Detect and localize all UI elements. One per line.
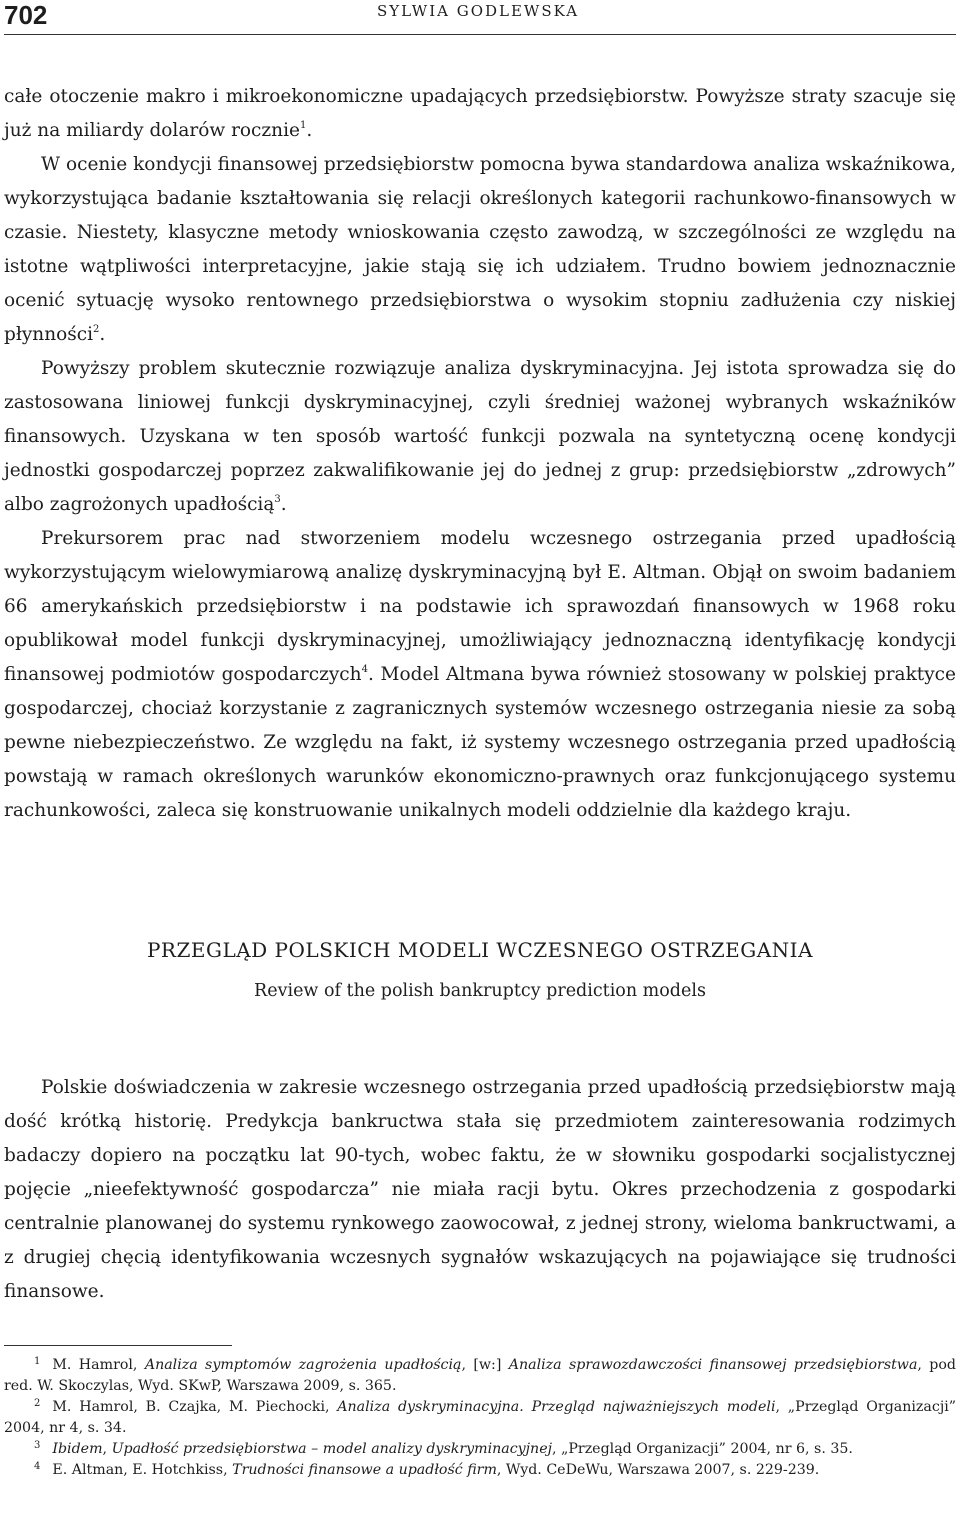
footnote-ref-2: 2 (93, 324, 100, 335)
footnote-2: $^2$ M. Hamrol, B. Czajka, M. Piechocki, Analiza dyskryminacyjna. Przegląd najważniejszych modeli, „Przegląd Organizacji” 2004, nr 4, s. 34. (4, 1398, 957, 1436)
footnote-ref-4: 4 (361, 664, 368, 675)
section-title: PRZEGLĄD POLSKICH MODELI WCZESNEGO OSTRZEGANIA (146, 938, 814, 962)
footnote-ref-3: 3 (274, 494, 281, 505)
paragraph-4: Prekursorem prac nad stworzeniem modelu wczesnego ostrzegania przed upadłością wykorzystującym wielowymiarową analizę dyskryminacyjną był E. Altman. Objął on swoim badaniem 66 amerykańskich przedsiębiorstw i na podstawie ich sprawozdań finansowych w 1968 roku opublikował model funkcji dyskryminacyjnej, umożliwiający jednoznaczną identyfikację kondycji finansowej podmiotów gospodarczych$^4$. Model Altmana bywa również stosowany w polskiej praktyce gospodarczej, chociaż korzystanie z zagranicznych systemów wczesnego ostrzegania niesie za sobą pewne niebezpieczeństwo. Ze względu na fakt, iż systemy wczesnego ostrzegania przed upadłością powstają w ramach określonych warunków ekonomiczno-prawnych oraz funkcjonującego systemu rachunkowości, zaleca się konstruowanie unikalnych modeli oddzielnie dla każdego kraju. (4, 528, 956, 821)
running-header-author: SYLWIA GODLEWSKA (376, 2, 580, 20)
text-block-2 (4, 1071, 956, 1309)
text-block-1 (4, 80, 956, 828)
footnote-ref-1: 1 (299, 120, 307, 131)
page-number: 702 (4, 0, 48, 30)
footnotes (4, 1355, 956, 1481)
section-subtitle: Review of the polish bankruptcy prediction models (254, 981, 706, 1001)
footnote-1: $^1$ M. Hamrol, Analiza symptomów zagrożenia upadłością, [w:] Analiza sprawozdawczości finansowej przedsiębiorstwa, pod red. W. Skoczylas, Wyd. SKwP, Warszawa 2009, s. 365. (4, 1356, 957, 1394)
paragraph-5: Polskie doświadczenia w zakresie wczesnego ostrzegania przed upadłością przedsiębiorstw mają dość krótką historię. Predykcja bankructwa stała się przedmiotem zainteresowania rodzimych badaczy dopiero na początku lat 90-tych, wobec faktu, że w słowniku gospodarki socjalistycznej pojęcie „nieefektywność gospodarcza” nie miała racji bytu. Okres przechodzenia z gospodarki centralnie planowanej do systemu rynkowego zaowocował, z jednej strony, wieloma bankructwami, a z drugiej chęcią identyfikowania wczesnych sygnałów wskazujących na pojawiające się trudności finansowe. (4, 1077, 956, 1302)
paragraph-1: całe otoczenie makro i mikroekonomiczne upadających przedsiębiorstw. Powyższe straty szacuje się już na miliardy dolarów rocznie$^1$. (4, 86, 956, 141)
header-rule (4, 34, 956, 35)
footnote-3: $^3$ Ibidem, Upadłość przedsiębiorstwa – model analizy dyskryminacyjnej, „Przegląd Organizacji” 2004, nr 6, s. 35. (34, 1440, 853, 1457)
paragraph-2: W ocenie kondycji finansowej przedsiębiorstw pomocna bywa standardowa analiza wskaźnikowa, wykorzystująca badanie kształtowania się relacji określonych kategorii rachunkowo-finansowych w czasie. Niestety, klasyczne metody wnioskowania często zawodzą, w szczególności ze względu na istotne wątpliwości interpretacyjne, jakie stają się ich udziałem. Trudno bowiem jednoznacznie ocenić sytuację wysoko rentownego przedsiębiorstwa o wysokim stopniu zadłużenia czy niskiej płynności$^2$. (4, 154, 956, 345)
footnote-rule (4, 1345, 232, 1346)
page (4, 0, 956, 1514)
footnote-4: $^4$ E. Altman, E. Hotchkiss, Trudności finansowe a upadłość firm, Wyd. CeDeWu, Warszawa 2007, s. 229-239. (34, 1461, 820, 1478)
paragraph-3: Powyższy problem skutecznie rozwiązuje analiza dyskryminacyjna. Jej istota sprowadza się do zastosowana liniowej funkcji dyskryminacyjnej, czyli średniej ważonej wybranych wskaźników finansowych. Uzyskana w ten sposób wartość funkcji pozwala na syntetyczną ocenę kondycji jednostki gospodarczej poprzez zakwalifikowanie jej do jednej z grup: przedsiębiorstw „zdrowych” albo zagrożonych upadłością$^3$. (4, 358, 956, 515)
